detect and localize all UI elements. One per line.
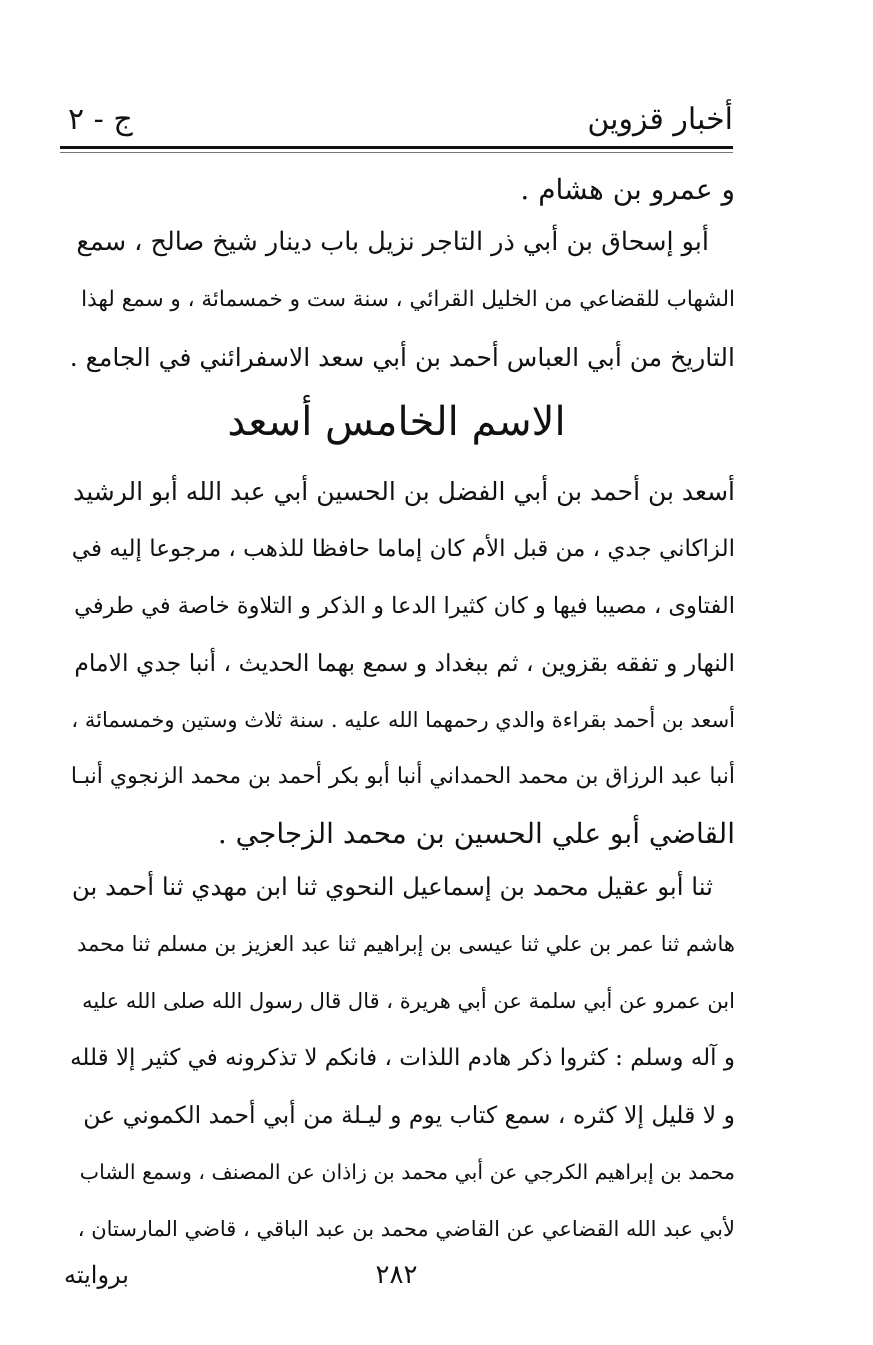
text-line: أنبا عبد الرزاق بن محمد الحمداني أنبا أبو بكر أحمد بن محمد الزنجوي أنبـا xyxy=(70,764,735,789)
text-line: لأبي عبد الله القضاعي عن القاضي محمد بن عبد الباقي ، قاضي المارستان ، xyxy=(77,1217,735,1241)
section-heading: الاسم الخامس أسعد xyxy=(227,399,566,445)
text-line: و عمرو بن هشام . xyxy=(520,173,735,206)
text-line: القاضي أبو علي الحسين بن محمد الزجاجي . xyxy=(217,817,735,850)
text-line: و لا قليل إلا كثره ، سمع كتاب يوم و ليـلة من أبي أحمد الكموني عن xyxy=(83,1101,735,1129)
text-line: و آله وسلم : كثروا ذكر هادم اللذات ، فانكم لا تذكرونه في كثير إلا قلله xyxy=(70,1045,735,1071)
text-line: الشهاب للقضاعي من الخليل القرائي ، سنة ست و خمسمائة ، و سمع لهذا xyxy=(81,287,735,312)
page-footer xyxy=(60,1255,733,1299)
header-rule xyxy=(60,146,733,149)
text-line: محمد بن إبراهيم الكرجي عن أبي محمد بن زاذان عن المصنف ، وسمع الشاب xyxy=(79,1160,735,1184)
catchword: بروايته xyxy=(64,1261,129,1289)
text-line: أبو إسحاق بن أبي ذر التاجر نزيل باب دينار شيخ صالح ، سمع xyxy=(76,227,709,257)
volume-label: ج - ٢ xyxy=(68,102,133,137)
book-title: أخبار قزوين xyxy=(587,102,733,137)
text-line: أسعد بن أحمد بن أبي الفضل بن الحسين أبي عبد الله أبو الرشيد xyxy=(73,477,735,506)
page-number: ٢٨٢ xyxy=(375,1260,418,1290)
text-line: الزاكاني جدي ، من قبل الأم كان إماما حافظا للذهب ، مرجوعا إليه في xyxy=(71,536,735,562)
text-line: ثنا أبو عقيل محمد بن إسماعيل النحوي ثنا ابن مهدي ثنا أحمد بن xyxy=(71,872,713,901)
text-line: ابن عمرو عن أبي سلمة عن أبي هريرة ، قال قال رسول الله صلى الله عليه xyxy=(82,989,735,1013)
text-line: أسعد بن أحمد بقراءة والدي رحمهما الله عليه . سنة ثلاث وستين وخمسمائة ، xyxy=(71,708,735,732)
header-rule-thin xyxy=(60,152,733,153)
text-line: الفتاوى ، مصيبا فيها و كان كثيرا الدعا و الذكر و التلاوة خاصة في طرفي xyxy=(74,593,735,619)
text-line: التاريخ من أبي العباس أحمد بن أبي سعد الاسفرائني في الجامع . xyxy=(69,343,735,372)
running-header xyxy=(60,100,733,144)
text-line: النهار و تفقه بقزوين ، ثم ببغداد و سمع بهما الحديث ، أنبا جدي الامام xyxy=(74,649,735,677)
text-line: هاشم ثنا عمر بن علي ثنا عيسى بن إبراهيم ثنا عبد العزيز بن مسلم ثنا محمد xyxy=(77,932,735,956)
